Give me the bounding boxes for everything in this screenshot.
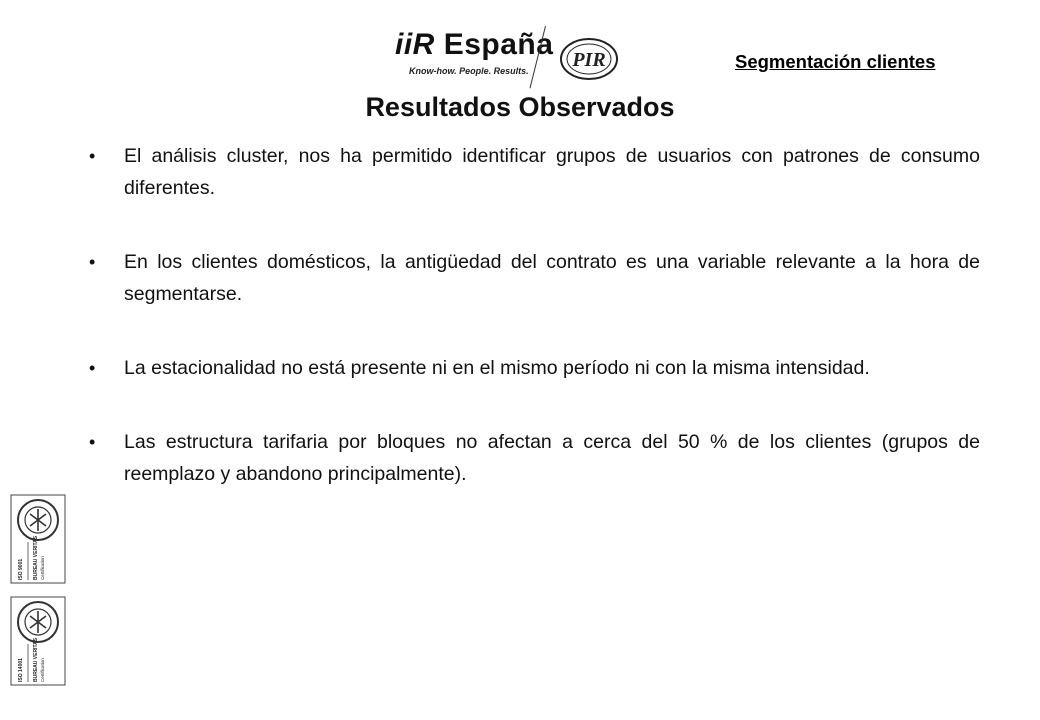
pir-monogram-text: PIR xyxy=(572,49,606,71)
cert-body: BUREAU VERITAS xyxy=(33,535,39,580)
bullet-text: El análisis cluster, nos ha permitido identificar grupos de usuarios con patrones de consumo diferentes. xyxy=(124,145,980,199)
cert-label: Certification xyxy=(40,658,45,682)
iso-14001-certification-badge xyxy=(10,596,66,686)
bullet-dot-icon: • xyxy=(89,358,96,378)
bullet-dot-icon: • xyxy=(89,252,96,272)
bullet-item xyxy=(82,246,980,310)
cert-label: Certification xyxy=(40,556,45,580)
iir-brand-text xyxy=(395,28,553,62)
cert-standard: ISO 9001 xyxy=(18,558,24,580)
pir-monogram-icon xyxy=(558,36,620,82)
bullet-dot-icon: • xyxy=(89,146,96,166)
bullet-item xyxy=(82,140,980,204)
iir-brand-name: España xyxy=(443,28,554,61)
bullet-dot-icon: • xyxy=(89,432,96,452)
iir-tagline: Know-how. People. Results. xyxy=(409,66,529,76)
iir-espana-logo xyxy=(395,22,635,92)
section-tag: Segmentación clientes xyxy=(735,51,936,72)
bullet-text: Las estructura tarifaria por bloques no afectan a cerca del 50 % de los clientes (grupos de reemplazo y abandono principalmente). xyxy=(124,431,980,485)
cert-standard: ISO 14001 xyxy=(18,658,24,682)
slide-title: Resultados Observados xyxy=(365,92,675,122)
iir-brand-prefix: iiR xyxy=(395,28,435,61)
bullet-item xyxy=(82,352,980,384)
bullet-list xyxy=(82,140,980,490)
bullet-item xyxy=(82,426,980,490)
iso-9001-certification-badge xyxy=(10,494,66,584)
bullet-text: La estacionalidad no está presente ni en el mismo período ni con la misma intensidad. xyxy=(124,357,870,379)
bullet-text: En los clientes domésticos, la antigüedad del contrato es una variable relevante a la hora de segmentarse. xyxy=(124,251,980,305)
cert-body: BUREAU VERITAS xyxy=(33,637,39,682)
